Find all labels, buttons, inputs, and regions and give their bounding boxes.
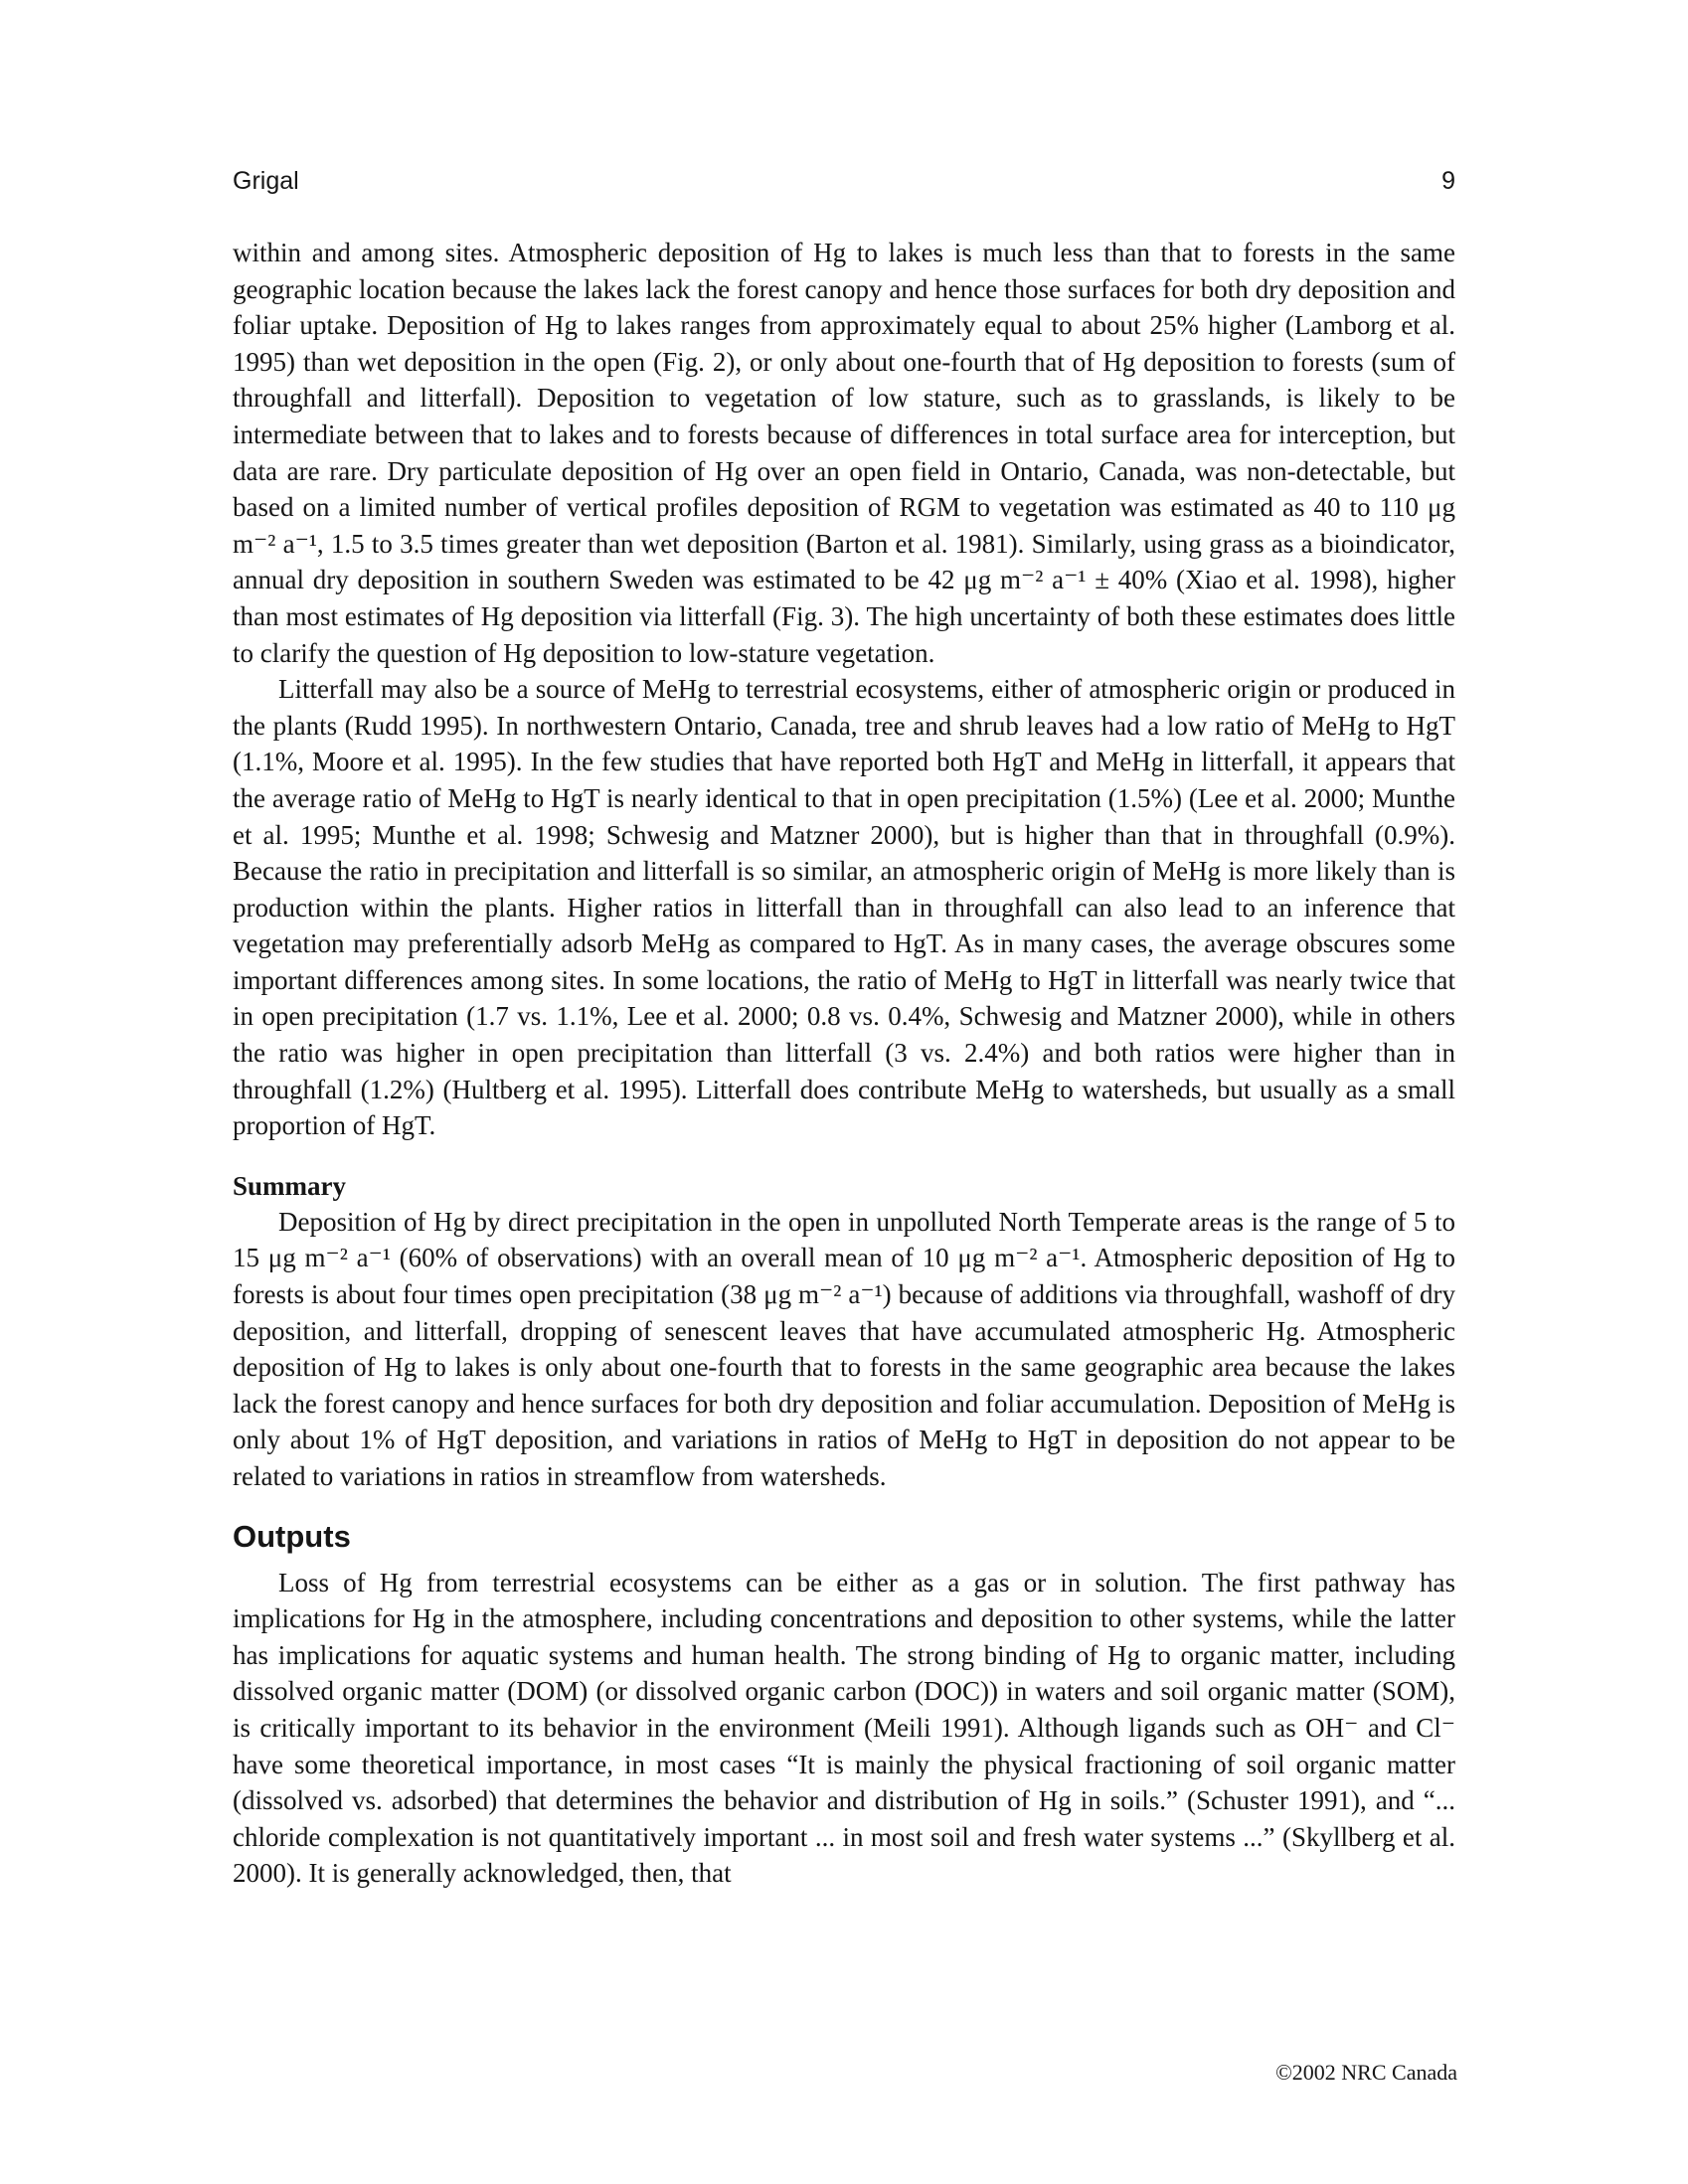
outputs-heading: Outputs: [233, 1518, 351, 1554]
copyright-footer: ©2002 NRC Canada: [1275, 2060, 1457, 2085]
page-number: 9: [1441, 167, 1455, 195]
article-body: [233, 235, 1455, 1892]
body-paragraph: within and among sites. Atmospheric deposition of Hg to lakes is much less than that to forests in the same geographic location because the lakes lack the forest canopy and hence those surfaces for both dry deposition and foliar uptake. Deposition of Hg to lakes ranges from approximately equal to about 25% higher (Lamborg et al. 1995) than wet deposition in the open (Fig. 2), or only about one-fourth that of Hg deposition to forests (sum of throughfall and litterfall). Deposition to vegetation of low stature, such as to grasslands, is likely to be intermediate between that to lakes and to forests because of differences in total surface area for interception, but data are rare. Dry particulate deposition of Hg over an open field in Ontario, Canada, was non-detectable, but based on a limited number of vertical profiles deposition of RGM to vegetation was estimated as 40 to 110 μg m⁻² a⁻¹, 1.5 to 3.5 times greater than wet deposition (Barton et al. 1981). Similarly, using grass as a bioindicator, annual dry deposition in southern Sweden was estimated to be 42 μg m⁻² a⁻¹ ± 40% (Xiao et al. 1998), higher than most estimates of Hg deposition via litterfall (Fig. 3). The high uncertainty of both these estimates does little to clarify the question of Hg deposition to low-stature vegetation.: [233, 238, 1455, 668]
page-header: [233, 167, 1455, 201]
running-head: Grigal: [233, 167, 299, 195]
body-paragraph: Loss of Hg from terrestrial ecosystems can be either as a gas or in solution. The first pathway has implications for Hg in the atmosphere, including concentrations and deposition to other systems, while the latter has implications for aquatic systems and human health. The strong binding of Hg to organic matter, including dissolved organic matter (DOM) (or dissolved organic carbon (DOC)) in waters and soil organic matter (SOM), is critically important to its behavior in the environment (Meili 1991). Although ligands such as OH⁻ and Cl⁻ have some theoretical importance, in most cases “It is mainly the physical fractioning of soil organic matter (dissolved vs. adsorbed) that determines the behavior and distribution of Hg in soils.” (Schuster 1991), and “... chloride complexation is not quantitatively important ... in most soil and fresh water systems ...” (Skyllberg et al. 2000). It is generally acknowledged, then, that: [233, 1567, 1455, 1889]
summary-heading: Summary: [233, 1170, 346, 1201]
summary-paragraph: Deposition of Hg by direct precipitation in the open in unpolluted North Temperate areas is the range of 5 to 15 μg m⁻² a⁻¹ (60% of observations) with an overall mean of 10 μg m⁻² a⁻¹. Atmospheric deposition of Hg to forests is about four times open precipitation (38 μg m⁻² a⁻¹) because of additions via throughfall, washoff of dry deposition, and litterfall, dropping of senescent leaves that have accumulated atmospheric Hg. Atmospheric deposition of Hg to lakes is only about one-fourth that to forests in the same geographic area because the lakes lack the forest canopy and hence surfaces for both dry deposition and foliar accumulation. Deposition of MeHg is only about 1% of HgT deposition, and variations in ratios of MeHg to HgT in deposition do not appear to be related to variations in ratios in streamflow from watersheds.: [233, 1206, 1455, 1491]
body-paragraph: Litterfall may also be a source of MeHg to terrestrial ecosystems, either of atmospheric origin or produced in the plants (Rudd 1995). In northwestern Ontario, Canada, tree and shrub leaves had a low ratio of MeHg to HgT (1.1%, Moore et al. 1995). In the few studies that have reported both HgT and MeHg in litterfall, it appears that the average ratio of MeHg to HgT is nearly identical to that in open precipitation (1.5%) (Lee et al. 2000; Munthe et al. 1995; Munthe et al. 1998; Schwesig and Matzner 2000), but is higher than that in throughfall (0.9%). Because the ratio in precipitation and litterfall is so similar, an atmospheric origin of MeHg is more likely than is production within the plants. Higher ratios in litterfall than in throughfall can also lead to an inference that vegetation may preferentially adsorb MeHg as compared to HgT. As in many cases, the average obscures some important differences among sites. In some locations, the ratio of MeHg to HgT in litterfall was nearly twice that in open precipitation (1.7 vs. 1.1%, Lee et al. 2000; 0.8 vs. 0.4%, Schwesig and Matzner 2000), while in others the ratio was higher in open precipitation than litterfall (3 vs. 2.4%) and both ratios were higher than in throughfall (1.2%) (Hultberg et al. 1995). Litterfall does contribute MeHg to watersheds, but usually as a small proportion of HgT.: [233, 674, 1455, 1141]
